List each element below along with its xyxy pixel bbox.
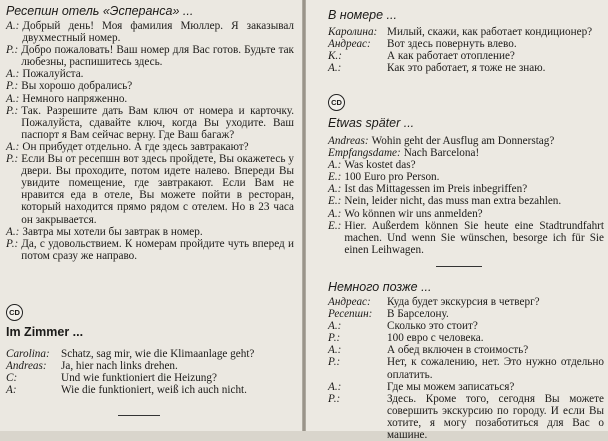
dialogue-line bbox=[6, 360, 294, 372]
dialogue-line bbox=[328, 26, 604, 38]
speaker-label: A.: bbox=[328, 207, 342, 220]
dialogue-line bbox=[328, 296, 604, 308]
dialogue-line bbox=[6, 384, 294, 396]
dialogue-etwas-spaeter bbox=[328, 135, 604, 256]
dialogue-line bbox=[6, 20, 294, 44]
speaker-label: A.: bbox=[328, 183, 342, 196]
dialogue-im-zimmer bbox=[6, 348, 294, 396]
dialogue-line bbox=[328, 195, 604, 207]
utterance-text: Ist das Mittagessen im Preis inbegriffen? bbox=[344, 183, 528, 196]
utterance-text: Ja, hier nach links drehen. bbox=[61, 360, 178, 373]
utterance-text: Немного напряженно. bbox=[22, 92, 128, 105]
dialogue-line bbox=[328, 171, 604, 183]
utterance-text: Wo können wir uns anmelden? bbox=[344, 207, 483, 220]
dialogue-line bbox=[6, 68, 294, 80]
dialogue-line bbox=[328, 62, 604, 74]
utterance-text: Так. Разрешите дать Вам ключ от номера и карточку. Пожалуйста, сдавайте ключ, когда Вы уходите. Ваш паспорт я Вам сейчас верну. Где Ваш багаж? bbox=[21, 104, 294, 141]
dialogue-line bbox=[6, 105, 294, 141]
dialogue-line bbox=[328, 381, 604, 393]
dialogue-line bbox=[328, 393, 604, 441]
utterance-text: А как работает отопление? bbox=[387, 50, 515, 63]
speaker-label: Р.: bbox=[6, 237, 19, 250]
section-heading-v-nomere: В номере ... bbox=[328, 8, 397, 22]
utterance-text: Нет, к сожалению, нет. Это нужно отдельно оплатить. bbox=[387, 356, 604, 381]
utterance-text: Если Вы от ресепшн вот здесь пройдете, Вы окажетесь у двери. Вы проходите, потом идете налево. Впереди Вы увидите помещение, где завтракают. Если Вам не нравится еда в отеле, Вы можете пойти в ресторан, который находится прямо рядом с отелем. Но в 23 часа он закрывается. bbox=[21, 153, 294, 226]
dialogue-line bbox=[328, 135, 604, 147]
dialogue-line bbox=[6, 348, 294, 360]
speaker-label: А.: bbox=[6, 92, 20, 105]
utterance-text: Und wie funktioniert die Heizung? bbox=[61, 372, 217, 385]
utterance-text: Wohin geht der Ausflug am Donnerstag? bbox=[371, 135, 555, 147]
dialogue-v-nomere bbox=[328, 26, 604, 74]
dialogue-line bbox=[328, 220, 604, 256]
speaker-label: А.: bbox=[328, 344, 342, 357]
section-heading-nemnogo-pozzhe: Немного позже ... bbox=[328, 280, 432, 294]
speaker-label: Р.: bbox=[6, 153, 19, 166]
speaker-label: E.: bbox=[328, 171, 342, 184]
utterance-text: Nach Barcelona! bbox=[403, 147, 480, 160]
speaker-label: А.: bbox=[6, 68, 20, 81]
section-heading-im-zimmer: Im Zimmer ... bbox=[6, 325, 84, 339]
dialogue-line bbox=[6, 93, 294, 105]
utterance-text: Вот здесь повернуть влево. bbox=[387, 38, 517, 51]
speaker-label: Каролина: bbox=[328, 26, 378, 38]
dialogue-line bbox=[328, 147, 604, 159]
utterance-text: Здесь. Кроме того, сегодня Вы можете совершить экскурсию по городу. И если Вы хотите, я могу позаботиться для Вас о машине. bbox=[387, 392, 604, 441]
dialogue-line bbox=[6, 141, 294, 153]
speaker-label: Р.: bbox=[6, 80, 19, 93]
speaker-label: А.: bbox=[6, 20, 20, 32]
utterance-text: Куда будет экскурсия в четверг? bbox=[387, 296, 540, 308]
speaker-label: C: bbox=[6, 372, 18, 385]
utterance-text: Пожалуйста. bbox=[22, 68, 84, 81]
dialogue-line bbox=[6, 238, 294, 262]
speaker-label: К.: bbox=[328, 50, 342, 63]
utterance-text: Милый, скажи, как работает кондиционер? bbox=[387, 26, 593, 38]
utterance-text: Сколько это стоит? bbox=[387, 320, 478, 333]
speaker-label: Р.: bbox=[6, 104, 19, 117]
dialogue-line bbox=[328, 320, 604, 332]
dialogue-line bbox=[328, 356, 604, 380]
speaker-label: Андреас: bbox=[328, 296, 371, 308]
utterance-text: Was kostet das? bbox=[344, 159, 416, 172]
utterance-text: Wie die funktioniert, weiß ich auch nicht. bbox=[61, 384, 247, 397]
utterance-text: А обед включен в стоимость? bbox=[387, 344, 529, 357]
dialogue-line bbox=[328, 50, 604, 62]
dialogue-nemnogo-pozzhe bbox=[328, 296, 604, 441]
dialogue-line bbox=[6, 80, 294, 92]
divider-rule bbox=[118, 415, 160, 416]
dialogue-line bbox=[6, 153, 294, 226]
speaker-label: Р.: bbox=[328, 356, 341, 369]
speaker-label: Carolina: bbox=[6, 348, 50, 360]
utterance-text: Hier. Außerdem können Sie heute eine Stadtrundfahrt machen. Und wenn Sie wünschen, besorge ich für Sie einen Leihwagen. bbox=[344, 219, 604, 256]
dialogue-line bbox=[6, 226, 294, 238]
dialogue-reception bbox=[6, 20, 294, 262]
utterance-text: Вы хорошо добрались? bbox=[21, 80, 133, 93]
cd-audio-icon: CD bbox=[328, 94, 345, 111]
utterance-text: 100 Euro pro Person. bbox=[344, 171, 440, 184]
speaker-label: Ресепшн: bbox=[328, 308, 373, 321]
dialogue-line bbox=[328, 159, 604, 171]
speaker-label: E.: bbox=[328, 219, 342, 232]
speaker-label: Andreas: bbox=[328, 135, 369, 147]
section-heading-etwas-spaeter: Etwas später ... bbox=[328, 116, 415, 130]
cd-audio-icon: CD bbox=[6, 304, 23, 321]
speaker-label: А.: bbox=[328, 62, 342, 75]
utterance-text: Где мы можем записаться? bbox=[387, 380, 515, 393]
utterance-text: Да, с удовольствием. К номерам пройдите чуть вперед и потом сразу же направо. bbox=[21, 237, 294, 262]
speaker-label: A: bbox=[6, 384, 17, 397]
speaker-label: Р.: bbox=[6, 44, 19, 57]
section-heading-reception: Ресепшн отель «Эсперанса» ... bbox=[6, 4, 194, 18]
dialogue-line bbox=[328, 332, 604, 344]
left-page bbox=[0, 0, 302, 431]
dialogue-line bbox=[328, 308, 604, 320]
utterance-text: Nein, leider nicht, das muss man extra bezahlen. bbox=[344, 195, 562, 208]
speaker-label: Andreas: bbox=[6, 360, 47, 373]
speaker-label: A.: bbox=[328, 159, 342, 172]
dialogue-line bbox=[328, 38, 604, 50]
speaker-label: А.: bbox=[328, 380, 342, 393]
dialogue-line bbox=[328, 208, 604, 220]
dialogue-line bbox=[6, 372, 294, 384]
utterance-text: 100 евро с человека. bbox=[387, 332, 484, 345]
speaker-label: А.: bbox=[6, 140, 20, 153]
utterance-text: Как это работает, я тоже не знаю. bbox=[387, 62, 546, 75]
right-page bbox=[306, 0, 608, 441]
utterance-text: В Барселону. bbox=[387, 308, 449, 321]
dialogue-line bbox=[6, 44, 294, 68]
utterance-text: Добрый день! Моя фамилия Мюллер. Я заказывал двухместный номер. bbox=[22, 20, 294, 45]
speaker-label: А.: bbox=[6, 225, 20, 238]
speaker-label: Андреас: bbox=[328, 38, 371, 51]
speaker-label: Empfangsdame: bbox=[328, 147, 401, 160]
dialogue-line bbox=[328, 183, 604, 195]
dialogue-line bbox=[328, 344, 604, 356]
speaker-label: Р.: bbox=[328, 332, 341, 345]
speaker-label: E.: bbox=[328, 195, 342, 208]
utterance-text: Он прибудет отдельно. А где здесь завтракают? bbox=[22, 140, 249, 153]
utterance-text: Добро пожаловать! Ваш номер для Вас готов. Будьте так любезны, распишитесь здесь. bbox=[21, 44, 294, 69]
utterance-text: Завтра мы хотели бы завтрак в номер. bbox=[22, 225, 203, 238]
speaker-label: Р.: bbox=[328, 392, 341, 405]
divider-rule bbox=[436, 266, 482, 267]
utterance-text: Schatz, sag mir, wie die Klimaanlage geht? bbox=[61, 348, 255, 360]
speaker-label: А.: bbox=[328, 320, 342, 333]
